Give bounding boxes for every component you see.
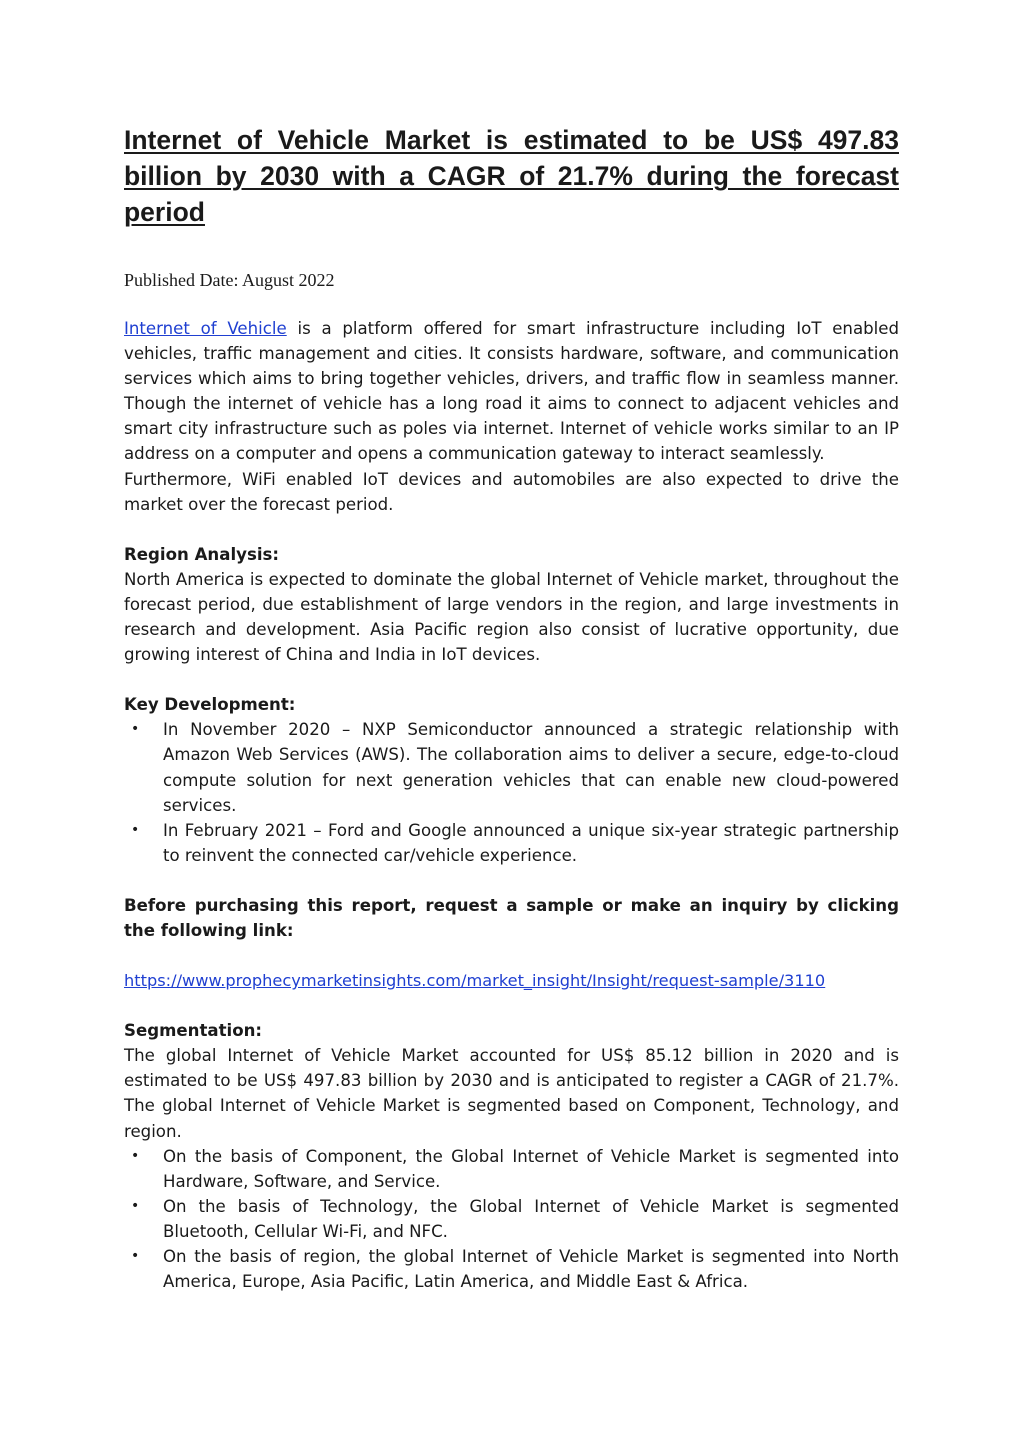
list-item	[124, 1144, 899, 1194]
list-item-text: In February 2021 – Ford and Google announced a unique six-year strategic partnership to reinvent the connected car/vehicle experience.	[163, 820, 899, 865]
intro-text-continued: Furthermore, WiFi enabled IoT devices and automobiles are also expected to drive the market over the forecast period.	[124, 469, 899, 514]
list-item	[124, 717, 899, 817]
list-item-text: On the basis of region, the global Internet of Vehicle Market is segmented into North America, Europe, Asia Pacific, Latin America, and Middle East & Africa.	[163, 1247, 899, 1292]
bullet-icon: •	[131, 1147, 140, 1164]
list-item-text: On the basis of Technology, the Global Internet of Vehicle Market is segmented Bluetooth, Cellular Wi-Fi, and NFC.	[163, 1196, 899, 1241]
sample-request-line	[124, 968, 899, 993]
internet-of-vehicle-link[interactable]: Internet of Vehicle	[124, 319, 287, 338]
bullet-icon: •	[131, 1197, 140, 1214]
bullet-icon: •	[131, 721, 140, 738]
bullet-icon: •	[131, 821, 140, 838]
intro-paragraph	[124, 316, 899, 517]
segmentation-text: The global Internet of Vehicle Market accounted for US$ 85.12 billion in 2020 and is estimated to be US$ 497.83 billion by 2030 and is anticipated to register a CAGR of 21.7%. The global Internet of Vehicle Market is segmented based on Component, Technology, and region.	[124, 1046, 899, 1141]
list-item-text: On the basis of Component, the Global Internet of Vehicle Market is segmented into Hardware, Software, and Service.	[163, 1146, 899, 1191]
cta-section	[124, 893, 899, 943]
bullet-icon: •	[131, 1248, 140, 1264]
document-content	[124, 122, 899, 1294]
key-development-heading: Key Development:	[124, 695, 296, 715]
list-item	[124, 818, 899, 868]
segmentation-section	[124, 1018, 899, 1294]
published-date: Published Date: August 2022	[124, 270, 335, 290]
cta-text: Before purchasing this report, request a sample or make an inquiry by clicking the following link:	[124, 895, 899, 940]
region-analysis-heading: Region Analysis:	[124, 544, 280, 564]
segmentation-heading: Segmentation:	[124, 1021, 263, 1041]
list-item	[124, 1194, 899, 1244]
list-item-text: In November 2020 – NXP Semiconductor announced a strategic relationship with Amazon Web Services (AWS). The collaboration aims to deliver a secure, edge-to-cloud compute solution for next generation vehicles that can enable new cloud-powered services.	[163, 720, 899, 815]
list-item	[124, 1244, 899, 1294]
key-development-list	[124, 717, 899, 868]
intro-text: is a platform offered for smart infrastructure including IoT enabled vehicles, traffic management and cities. It consists hardware, software, and communication services which aims to bring together vehicles, drivers, and traffic flow in seamless manner. Though the internet of vehicle has a long road it aims to connect to adjacent vehicles and smart city infrastructure such as poles via internet. Internet of vehicle works similar to an IP address on a computer and opens a communication gateway to interact seamlessly.	[124, 319, 899, 464]
key-development-section	[124, 692, 899, 868]
segmentation-list	[124, 1144, 899, 1295]
sample-request-link[interactable]: https://www.prophecymarketinsights.com/market_insight/Insight/request-sample/3110	[124, 971, 826, 991]
region-analysis-text: North America is expected to dominate the global Internet of Vehicle market, throughout the forecast period, due establishment of large vendors in the region, and large investments in research and development. Asia Pacific region also consist of lucrative opportunity, due growing interest of China and India in IoT devices.	[124, 569, 899, 665]
document-title: Internet of Vehicle Market is estimated to be US$ 497.83 billion by 2030 with a CAGR of 21.7% during the forecast period	[124, 125, 899, 227]
region-analysis-section	[124, 542, 899, 667]
